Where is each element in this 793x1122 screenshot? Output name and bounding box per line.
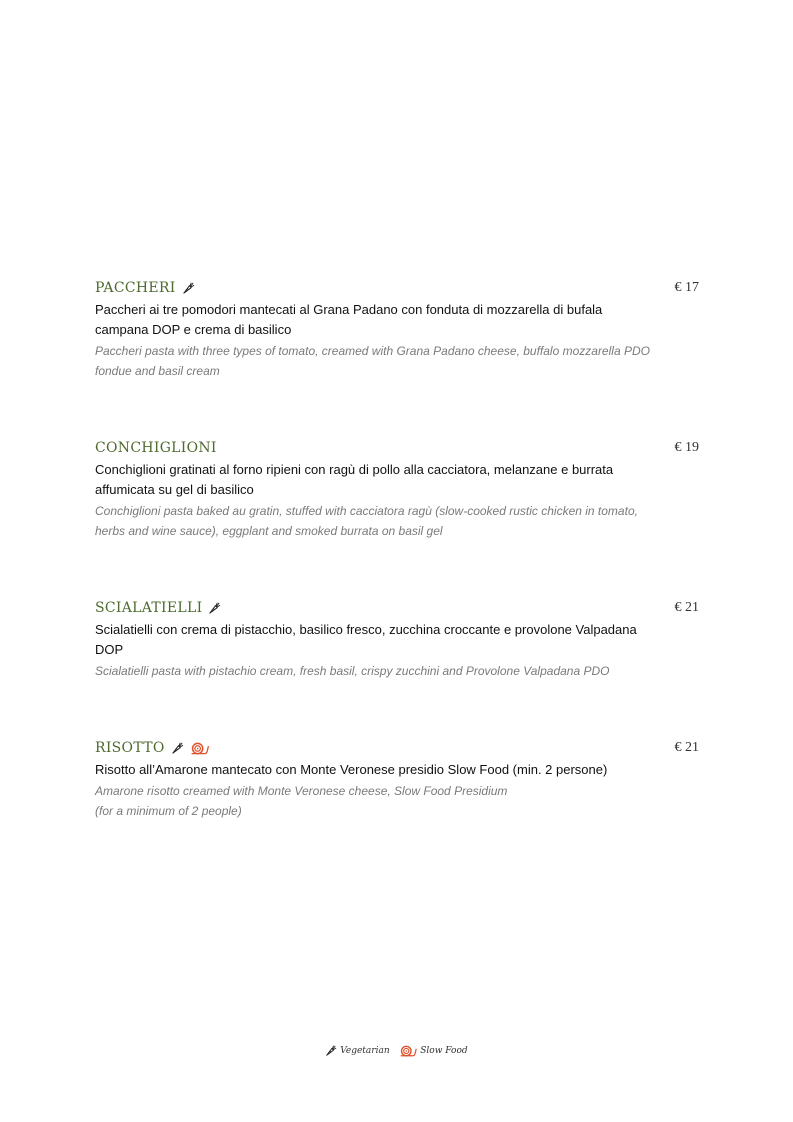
dish-description-en-line: (for a minimum of 2 people)	[95, 804, 242, 818]
dish-description-en: Conchiglioni pasta baked au gratin, stuffed with cacciatora ragù (slow-cooked rustic chicken in tomato, herbs and wine sauce), eggplant and smoked burrata on basil gel	[95, 504, 638, 538]
dish-price: € 21	[674, 600, 699, 615]
carrot-icon	[171, 742, 184, 755]
snail-icon	[190, 742, 209, 755]
dish-description-it: Conchiglioni gratinati al forno ripieni con ragù di pollo alla cacciatora, melanzane e burrata affumicata su gel di basilico	[95, 462, 614, 497]
dish-name-wrap	[95, 598, 221, 618]
snail-icon	[399, 1045, 417, 1057]
dish-price: € 21	[674, 740, 699, 755]
dish-description-en: Scialatielli pasta with pistachio cream, fresh basil, crispy zucchini and Provolone Valpadana PDO	[95, 664, 610, 678]
dish-header	[95, 598, 705, 620]
dish-description-it: Paccheri ai tre pomodori mantecati al Grana Padano con fonduta di mozzarella di bufala campana DOP e crema di basilico	[95, 302, 603, 337]
dish-description-en: Paccheri pasta with three types of tomato, creamed with Grana Padano cheese, buffalo mozzarella PDO fondue and basil cream	[95, 344, 650, 378]
dish-conchiglioni	[95, 438, 705, 541]
legend-slow-food-label: Slow Food	[420, 1046, 468, 1056]
dish-header	[95, 738, 705, 760]
dish-description-en	[95, 781, 665, 821]
dish-paccheri	[95, 278, 705, 381]
dish-name: CONCHIGLIONI	[95, 440, 217, 456]
carrot-icon	[208, 602, 221, 615]
dish-price: € 19	[674, 440, 699, 455]
dish-header	[95, 438, 705, 460]
dish-name: RISOTTO	[95, 740, 165, 756]
dish-name: SCIALATIELLI	[95, 600, 203, 616]
dish-description-en-line: Amarone risotto creamed with Monte Veronese cheese, Slow Food Presidium	[95, 784, 508, 798]
dish-name-wrap	[95, 278, 195, 298]
dish-header	[95, 278, 705, 300]
dish-risotto	[95, 738, 705, 821]
dish-price: € 17	[674, 280, 699, 295]
dish-name-wrap	[95, 438, 217, 458]
icon-legend	[0, 1045, 793, 1057]
dish-description-it: Scialatielli con crema di pistacchio, basilico fresco, zucchina croccante e provolone Valpadana DOP	[95, 622, 637, 657]
dish-scialatielli	[95, 598, 705, 681]
carrot-icon	[325, 1045, 337, 1057]
dish-name-wrap	[95, 738, 209, 758]
carrot-icon	[182, 282, 195, 295]
dish-name: PACCHERI	[95, 280, 176, 296]
legend-vegetarian-label: Vegetarian	[340, 1046, 390, 1056]
dish-description-it: Risotto all’Amarone mantecato con Monte Veronese presidio Slow Food (min. 2 persone)	[95, 762, 608, 777]
